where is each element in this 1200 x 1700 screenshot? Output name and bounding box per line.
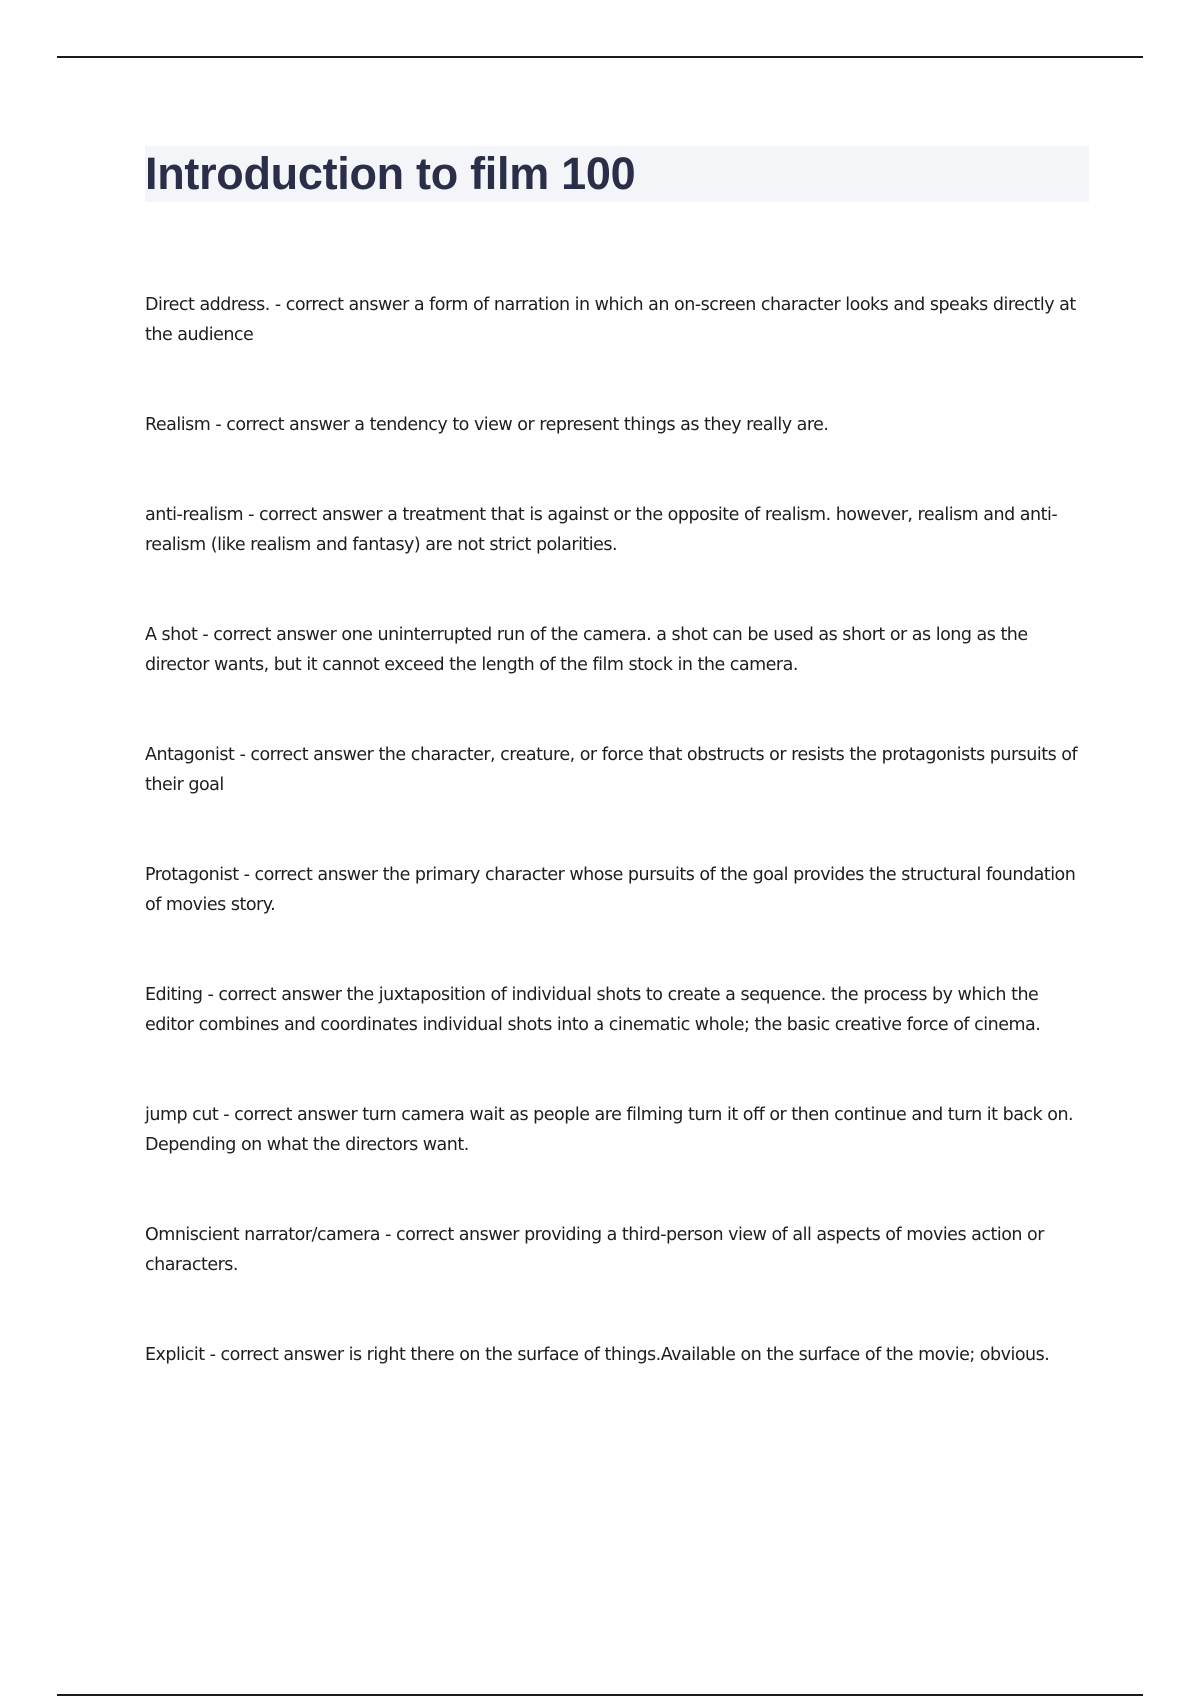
flashcard-entry-anti-realism: anti-realism - correct answer a treatment that is against or the opposite of realism. however, realism and anti-realism (like realism and fantasy) are not strict polarities. xyxy=(145,505,1058,555)
flashcard-entry-editing: Editing - correct answer the juxtaposition of individual shots to create a sequence. the process by which the editor combines and coordinates individual shots into a cinematic whole; the basic creative force of cinema. xyxy=(145,985,1041,1035)
flashcard-entry-omniscient-narrator: Omniscient narrator/camera - correct answer providing a third-person view of all aspects of movies action or characters. xyxy=(145,1225,1044,1275)
flashcard-entry-direct-address: Direct address. - correct answer a form of narration in which an on-screen character looks and speaks directly at the audience xyxy=(145,295,1076,345)
flashcard-entry-jump-cut: jump cut - correct answer turn camera wait as people are filming turn it off or then continue and turn it back on. Depending on what the directors want. xyxy=(145,1105,1074,1155)
flashcard-entry-protagonist: Protagonist - correct answer the primary character whose pursuits of the goal provides the structural foundation of movies story. xyxy=(145,865,1076,915)
bottom-rule xyxy=(57,1694,1143,1696)
flashcard-entry-explicit: Explicit - correct answer is right there on the surface of things.Available on the surface of the movie; obvious. xyxy=(145,1345,1050,1365)
flashcard-entry-antagonist: Antagonist - correct answer the character, creature, or force that obstructs or resists the protagonists pursuits of their goal xyxy=(145,745,1078,795)
flashcard-entry-realism: Realism - correct answer a tendency to view or represent things as they really are. xyxy=(145,415,829,435)
flashcard-entry-shot: A shot - correct answer one uninterrupted run of the camera. a shot can be used as short or as long as the director wants, but it cannot exceed the length of the film stock in the camera. xyxy=(145,625,1028,675)
flashcard-list xyxy=(145,290,1090,1430)
top-rule xyxy=(57,56,1143,58)
page-title: Introduction to film 100 xyxy=(145,148,636,199)
